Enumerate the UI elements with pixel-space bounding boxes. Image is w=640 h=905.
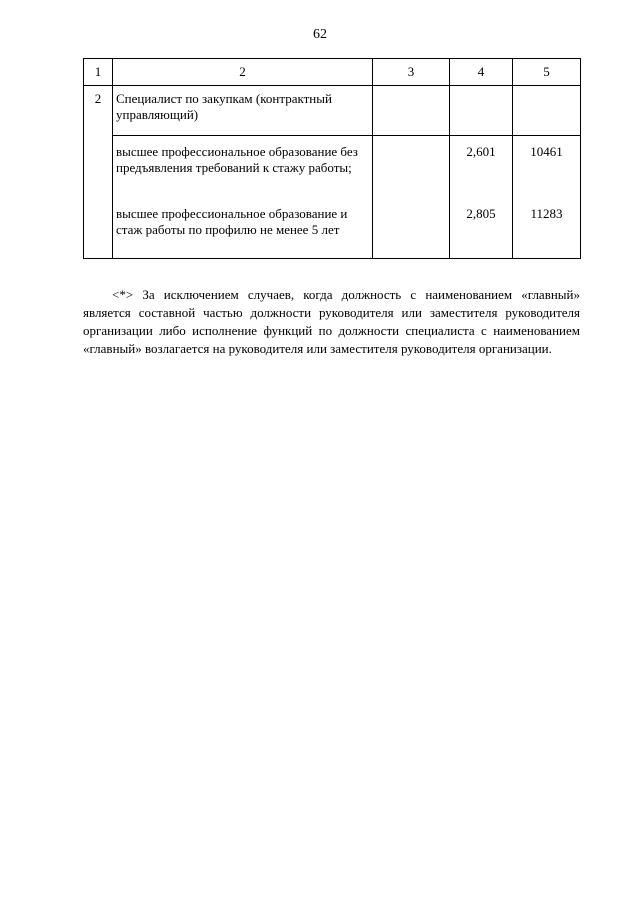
coefficient-value: 2,601 — [450, 136, 513, 201]
column-header-5: 5 — [513, 59, 581, 86]
position-title: Специалист по закупкам (контрактный управляющий) — [113, 86, 373, 136]
qualification-description: высшее профессиональное образование и стаж работы по профилю не менее 5 лет — [113, 200, 373, 259]
page-number: 62 — [313, 27, 327, 42]
footnote: <*> За исключением случаев, когда должность с наименованием «главный» является составной частью должности руководителя или заместителя руководителя организации либо исполнение функций по должности специалиста с наименованием «главный» возлагается на руководителя или заместителя руководителя организации. — [83, 287, 580, 356]
coefficient-value: 2,805 — [450, 200, 513, 259]
column-header-3: 3 — [373, 59, 450, 86]
qualification-description: высшее профессиональное образование без предъявления требований к стажу работы; — [113, 136, 373, 201]
column-header-4: 4 — [450, 59, 513, 86]
table-row — [84, 86, 581, 136]
column-header-1: 1 — [84, 59, 113, 86]
salary-value: 10461 — [513, 136, 581, 201]
table-header-row — [84, 59, 581, 86]
column-header-2: 2 — [113, 59, 373, 86]
salary-table — [83, 58, 581, 259]
table-row — [84, 200, 581, 259]
salary-value: 11283 — [513, 200, 581, 259]
table-cell — [373, 136, 450, 201]
row-number: 2 — [84, 86, 113, 259]
table-cell — [373, 200, 450, 259]
table-row — [84, 136, 581, 201]
